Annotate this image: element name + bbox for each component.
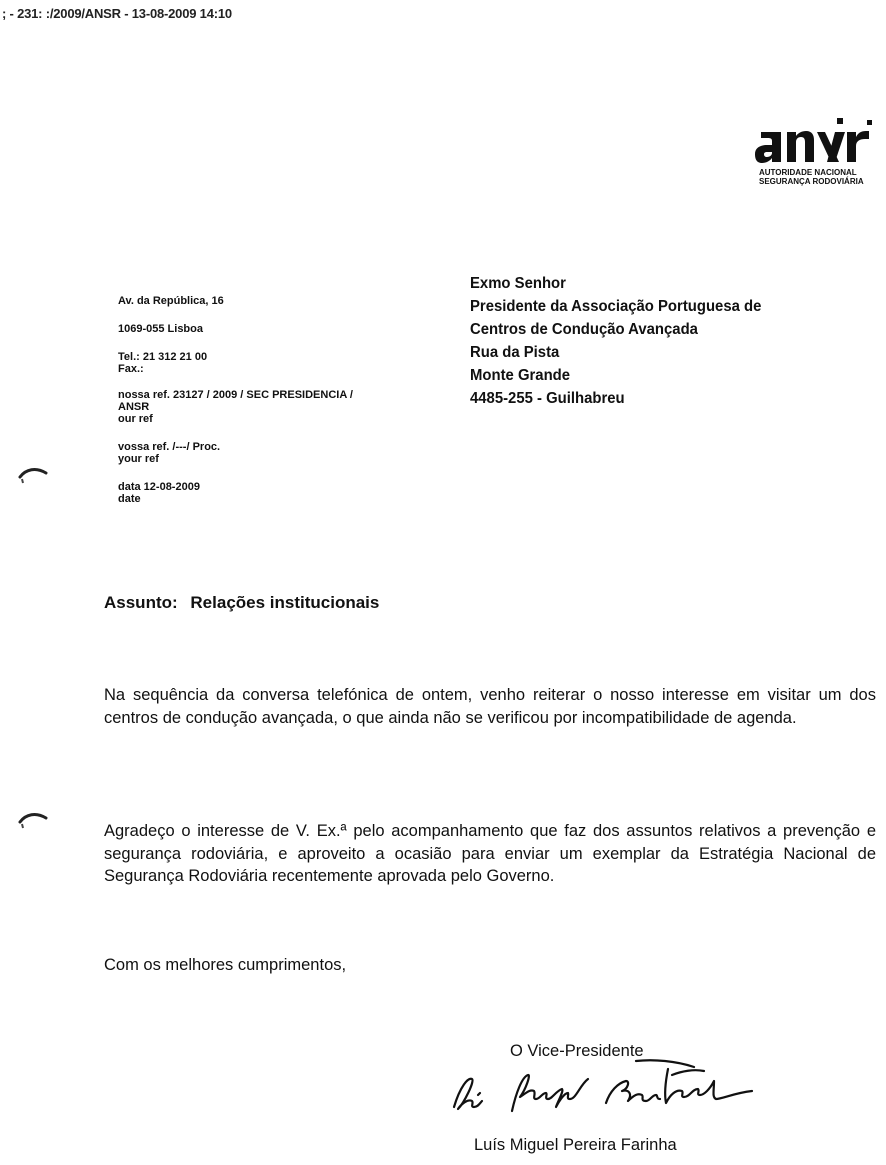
subject-text: Relações institucionais [190,593,380,612]
recipient-line: Exmo Senhor [470,275,566,292]
fax-header: ; - 231: :/2009/ANSR - 13-08-2009 14:10 [2,6,232,21]
body-paragraph-1: Na sequência da conversa telefónica de ontem, venho reiterar o nosso interesse em visitar um dos centros de condução avançada, o que ainda não se verificou por incompatibilidade de agenda. [104,686,876,727]
our-ref-line1: nossa ref. 23127 / 2009 / SEC PRESIDENCIA / [118,389,353,401]
your-ref-label: your ref [118,453,159,465]
sender-tel: Tel.: 21 312 21 00 [118,351,208,363]
subject-label: Assunto: [104,593,178,612]
signatory-role: O Vice-Presidente [510,1042,644,1060]
scan-hole-mark-icon [18,463,48,485]
recipient-line: Rua da Pista [470,344,560,361]
sender-tel-fax [118,351,353,375]
sender-date [118,481,353,505]
handwritten-signature-icon [440,1045,790,1120]
sender-block [118,295,353,521]
sender-fax: Fax.: [118,363,144,375]
sender-postal: 1069-055 Lisboa [118,323,203,335]
date-value: data 12-08-2009 [118,481,200,493]
our-ref-line2: ANSR [118,401,150,413]
recipient-line: Presidente da Associação Portuguesa de [470,298,762,315]
signatory-name: Luís Miguel Pereira Farinha [474,1136,677,1154]
subject-line [104,593,379,613]
our-ref-label: our ref [118,413,153,425]
recipient-line: 4485-255 - Guilhabreu [470,390,625,407]
sender-our-ref [118,389,353,425]
logo-caption-line1: AUTORIDADE NACIONAL [759,168,857,177]
closing-line: Com os melhores cumprimentos, [104,956,347,974]
recipient-line: Monte Grande [470,367,571,384]
sender-your-ref [118,441,353,465]
logo-caption-line2: SEGURANÇA RODOVIÁRIA [759,177,864,186]
scan-hole-mark-icon [18,808,48,830]
logo-caption [759,168,864,186]
recipient-line: Centros de Condução Avançada [470,321,698,338]
sender-address: Av. da República, 16 [118,295,224,307]
your-ref-value: vossa ref. /---/ Proc. [118,441,221,453]
recipient-block [470,272,761,410]
body-paragraph-2: Agradeço o interesse de V. Ex.ª pelo acompanhamento que faz dos assuntos relativos a prevenção e segurança rodoviária, e aproveito a ocasião para enviar um exemplar da Estratégia Nacional de Segurança Rodoviária recentemente aprovada pelo Governo. [104,822,876,885]
date-label: date [118,493,141,505]
ansr-wordmark-icon [755,118,873,166]
